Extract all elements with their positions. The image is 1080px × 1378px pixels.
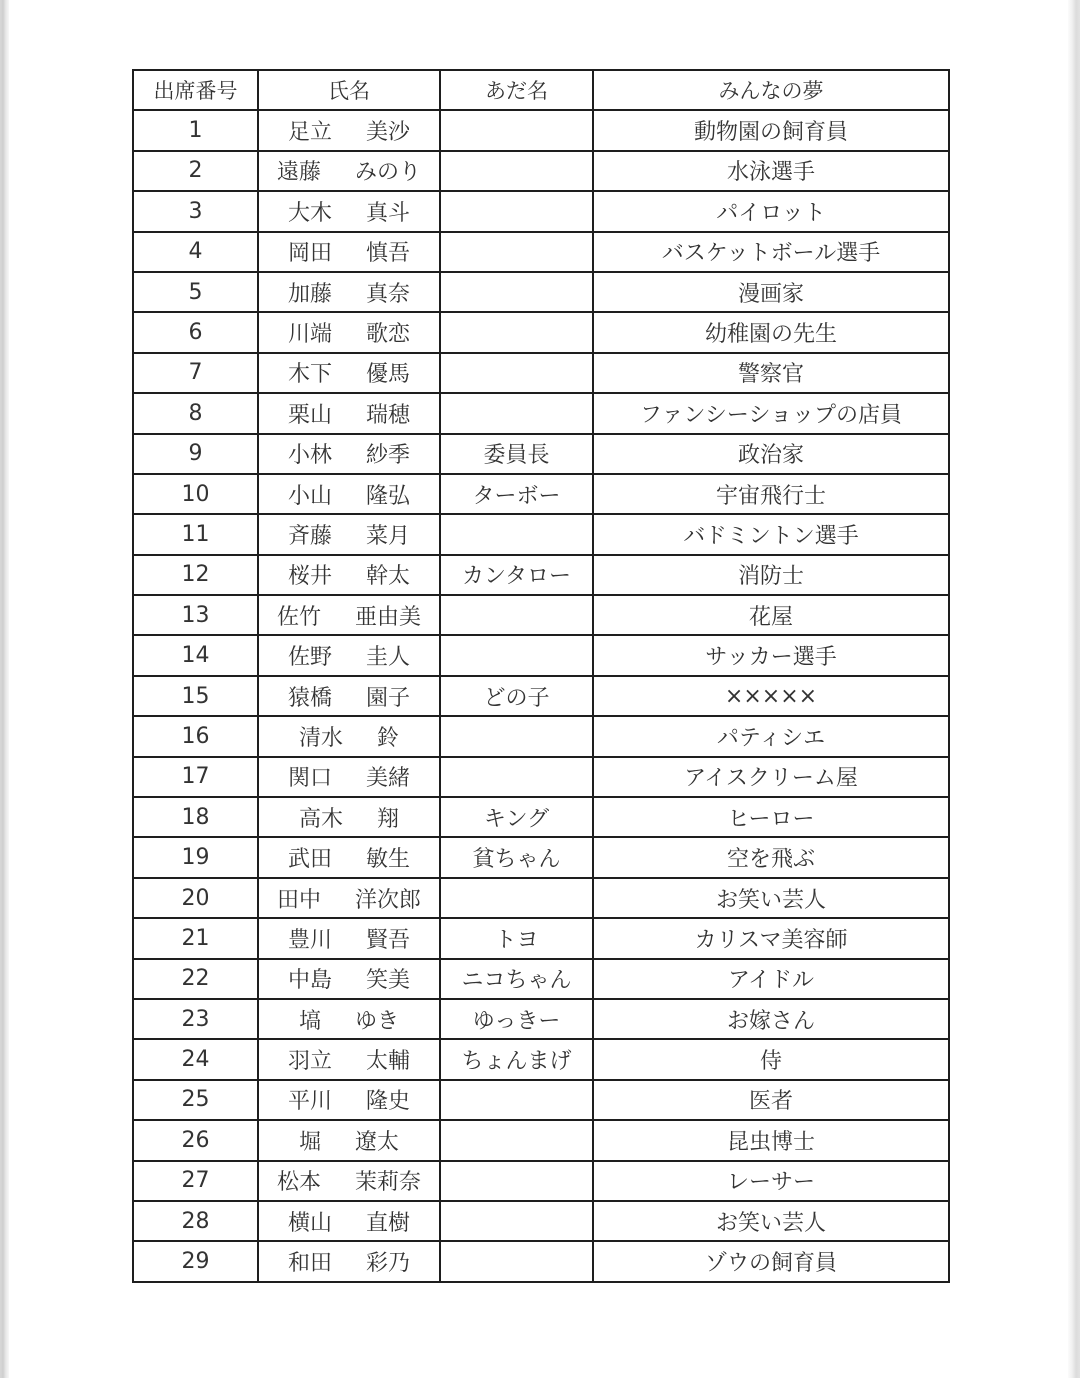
- student-name-cell: [258, 635, 440, 675]
- dream-cell: お笑い芸人: [593, 878, 949, 918]
- dream-cell: カリスマ美容師: [593, 918, 949, 958]
- dream-cell: アイスクリーム屋: [593, 757, 949, 797]
- nickname-cell: カンタロー: [440, 555, 593, 595]
- family-name: 塙: [298, 1008, 321, 1034]
- attendance-number-cell: 17: [133, 757, 258, 797]
- student-name-cell: [258, 878, 440, 918]
- nickname-cell: [440, 878, 593, 918]
- table-row: [133, 837, 949, 877]
- table-row: [133, 353, 949, 393]
- table-row: [133, 918, 949, 958]
- dream-cell: ファンシーショップの店員: [593, 393, 949, 433]
- student-name-cell: [258, 232, 440, 272]
- attendance-number-cell: 26: [133, 1120, 258, 1160]
- attendance-number-cell: 18: [133, 797, 258, 837]
- nickname-cell: [440, 272, 593, 312]
- given-name: 歌恋: [366, 322, 411, 348]
- table-row: [133, 312, 949, 352]
- given-name: 茉莉奈: [355, 1170, 422, 1196]
- table-row: [133, 1201, 949, 1241]
- family-name: 栗山: [287, 402, 332, 428]
- nickname-cell: [440, 635, 593, 675]
- given-name: 優馬: [366, 362, 411, 388]
- dream-cell: 昆虫博士: [593, 1120, 949, 1160]
- table-row: [133, 1039, 949, 1079]
- dream-cell: 宇宙飛行士: [593, 474, 949, 514]
- nickname-cell: [440, 191, 593, 231]
- dream-cell: パイロット: [593, 191, 949, 231]
- student-name-cell: [258, 393, 440, 433]
- family-name: 中島: [287, 968, 332, 994]
- family-name: 桜井: [287, 564, 332, 590]
- nickname-cell: [440, 716, 593, 756]
- header-row: [133, 70, 949, 110]
- table-row: [133, 151, 949, 191]
- attendance-number-cell: 3: [133, 191, 258, 231]
- table-row: [133, 1241, 949, 1281]
- nickname-cell: [440, 312, 593, 352]
- student-name-cell: [258, 1161, 440, 1201]
- family-name: 足立: [287, 120, 332, 146]
- table-row: [133, 959, 949, 999]
- student-name-cell: [258, 918, 440, 958]
- student-name-cell: [258, 474, 440, 514]
- given-name: 敏生: [366, 847, 411, 873]
- attendance-number-cell: 10: [133, 474, 258, 514]
- nickname-cell: ニコちゃん: [440, 959, 593, 999]
- header-nickname: あだ名: [440, 70, 593, 110]
- table-row: [133, 797, 949, 837]
- family-name: 川端: [287, 322, 332, 348]
- given-name: 賢吾: [366, 927, 411, 953]
- nickname-cell: [440, 757, 593, 797]
- nickname-cell: [440, 353, 593, 393]
- student-name-cell: [258, 434, 440, 474]
- student-name-cell: [258, 353, 440, 393]
- student-name-cell: [258, 595, 440, 635]
- given-name: 幹太: [366, 564, 411, 590]
- attendance-number-cell: 15: [133, 676, 258, 716]
- nickname-cell: ちょんまげ: [440, 1039, 593, 1079]
- attendance-number-cell: 11: [133, 514, 258, 554]
- attendance-number-cell: 23: [133, 999, 258, 1039]
- given-name: みのり: [355, 160, 422, 186]
- attendance-number-cell: 8: [133, 393, 258, 433]
- nickname-cell: [440, 1201, 593, 1241]
- student-name-cell: [258, 272, 440, 312]
- attendance-number-cell: 24: [133, 1039, 258, 1079]
- given-name: 笑美: [366, 968, 411, 994]
- dream-cell: ×××××: [593, 676, 949, 716]
- given-name: 亜由美: [355, 604, 422, 630]
- attendance-number-cell: 22: [133, 959, 258, 999]
- family-name: 横山: [287, 1210, 332, 1236]
- table-row: [133, 1161, 949, 1201]
- nickname-cell: ゆっきー: [440, 999, 593, 1039]
- attendance-number-cell: 7: [133, 353, 258, 393]
- attendance-number-cell: 28: [133, 1201, 258, 1241]
- given-name: 彩乃: [366, 1251, 411, 1277]
- student-name-cell: [258, 757, 440, 797]
- given-name: 美沙: [366, 120, 411, 146]
- nickname-cell: [440, 1120, 593, 1160]
- table-row: [133, 595, 949, 635]
- student-name-cell: [258, 110, 440, 150]
- nickname-cell: [440, 1080, 593, 1120]
- dream-cell: 消防士: [593, 555, 949, 595]
- given-name: 紗季: [366, 443, 411, 469]
- header-attendance-number: 出席番号: [133, 70, 258, 110]
- dream-cell: アイドル: [593, 959, 949, 999]
- family-name: 豊川: [287, 927, 332, 953]
- family-name: 高木: [298, 806, 343, 832]
- given-name: 園子: [366, 685, 411, 711]
- given-name: 隆史: [366, 1089, 411, 1115]
- dream-cell: 漫画家: [593, 272, 949, 312]
- dream-cell: レーサー: [593, 1161, 949, 1201]
- table-row: [133, 514, 949, 554]
- given-name: 美緒: [366, 766, 411, 792]
- table-row: [133, 232, 949, 272]
- given-name: 慎吾: [366, 241, 411, 267]
- attendance-number-cell: 2: [133, 151, 258, 191]
- dream-cell: 花屋: [593, 595, 949, 635]
- nickname-cell: 委員長: [440, 434, 593, 474]
- family-name: 猿橋: [287, 685, 332, 711]
- family-name: 大木: [287, 200, 332, 226]
- dream-cell: 動物園の飼育員: [593, 110, 949, 150]
- table-row: [133, 676, 949, 716]
- attendance-number-cell: 27: [133, 1161, 258, 1201]
- dream-cell: ヒーロー: [593, 797, 949, 837]
- nickname-cell: トヨ: [440, 918, 593, 958]
- dream-cell: 医者: [593, 1080, 949, 1120]
- family-name: 堀: [298, 1129, 321, 1155]
- student-name-cell: [258, 716, 440, 756]
- nickname-cell: キング: [440, 797, 593, 837]
- page-edge-right: [1068, 0, 1080, 1378]
- attendance-number-cell: 14: [133, 635, 258, 675]
- attendance-number-cell: 6: [133, 312, 258, 352]
- family-name: 清水: [298, 725, 343, 751]
- header-dream: みんなの夢: [593, 70, 949, 110]
- student-name-cell: [258, 999, 440, 1039]
- nickname-cell: [440, 232, 593, 272]
- student-name-cell: [258, 514, 440, 554]
- attendance-number-cell: 21: [133, 918, 258, 958]
- dream-cell: バスケットボール選手: [593, 232, 949, 272]
- given-name: 翔: [377, 806, 400, 832]
- given-name: 洋次郎: [355, 887, 422, 913]
- attendance-number-cell: 5: [133, 272, 258, 312]
- family-name: 加藤: [287, 281, 332, 307]
- table-row: [133, 878, 949, 918]
- family-name: 松本: [276, 1170, 321, 1196]
- nickname-cell: [440, 151, 593, 191]
- attendance-number-cell: 20: [133, 878, 258, 918]
- student-name-cell: [258, 837, 440, 877]
- attendance-number-cell: 9: [133, 434, 258, 474]
- nickname-cell: どの子: [440, 676, 593, 716]
- family-name: 羽立: [287, 1049, 332, 1075]
- nickname-cell: [440, 514, 593, 554]
- student-name-cell: [258, 1080, 440, 1120]
- table-row: [133, 1080, 949, 1120]
- student-name-cell: [258, 1039, 440, 1079]
- table-row: [133, 272, 949, 312]
- family-name: 佐野: [287, 645, 332, 671]
- table-row: [133, 999, 949, 1039]
- attendance-number-cell: 13: [133, 595, 258, 635]
- table-row: [133, 191, 949, 231]
- dream-cell: 警察官: [593, 353, 949, 393]
- dream-cell: 空を飛ぶ: [593, 837, 949, 877]
- family-name: 小山: [287, 483, 332, 509]
- nickname-cell: ターボー: [440, 474, 593, 514]
- nickname-cell: [440, 595, 593, 635]
- table-row: [133, 434, 949, 474]
- attendance-number-cell: 12: [133, 555, 258, 595]
- given-name: 圭人: [366, 645, 411, 671]
- given-name: 隆弘: [366, 483, 411, 509]
- dream-cell: 水泳選手: [593, 151, 949, 191]
- table-row: [133, 474, 949, 514]
- given-name: 真奈: [366, 281, 411, 307]
- table-row: [133, 716, 949, 756]
- student-name-cell: [258, 1201, 440, 1241]
- family-name: 斉藤: [287, 523, 332, 549]
- dream-cell: バドミントン選手: [593, 514, 949, 554]
- student-name-cell: [258, 1241, 440, 1281]
- dream-cell: お笑い芸人: [593, 1201, 949, 1241]
- dream-cell: 侍: [593, 1039, 949, 1079]
- dream-cell: サッカー選手: [593, 635, 949, 675]
- student-name-cell: [258, 676, 440, 716]
- table-row: [133, 393, 949, 433]
- student-name-cell: [258, 151, 440, 191]
- student-name-cell: [258, 555, 440, 595]
- student-name-cell: [258, 797, 440, 837]
- attendance-number-cell: 29: [133, 1241, 258, 1281]
- table-row: [133, 635, 949, 675]
- attendance-number-cell: 4: [133, 232, 258, 272]
- dream-cell: お嫁さん: [593, 999, 949, 1039]
- family-name: 岡田: [287, 241, 332, 267]
- family-name: 平川: [287, 1089, 332, 1115]
- family-name: 遠藤: [276, 160, 321, 186]
- header-name: 氏名: [258, 70, 440, 110]
- dream-cell: 政治家: [593, 434, 949, 474]
- dream-cell: ゾウの飼育員: [593, 1241, 949, 1281]
- table-row: [133, 1120, 949, 1160]
- family-name: 和田: [287, 1251, 332, 1277]
- family-name: 関口: [287, 766, 332, 792]
- attendance-number-cell: 19: [133, 837, 258, 877]
- student-name-cell: [258, 191, 440, 231]
- student-name-cell: [258, 959, 440, 999]
- given-name: ゆき: [355, 1008, 400, 1034]
- family-name: 田中: [276, 887, 321, 913]
- given-name: 直樹: [366, 1210, 411, 1236]
- dream-cell: 幼稚園の先生: [593, 312, 949, 352]
- given-name: 太輔: [366, 1049, 411, 1075]
- nickname-cell: [440, 1241, 593, 1281]
- nickname-cell: [440, 110, 593, 150]
- nickname-cell: 貧ちゃん: [440, 837, 593, 877]
- nickname-cell: [440, 393, 593, 433]
- dream-cell: パティシエ: [593, 716, 949, 756]
- page-edge-left: [0, 0, 9, 1378]
- given-name: 瑞穂: [366, 402, 411, 428]
- student-name-cell: [258, 1120, 440, 1160]
- family-name: 佐竹: [276, 604, 321, 630]
- family-name: 木下: [287, 362, 332, 388]
- student-name-cell: [258, 312, 440, 352]
- given-name: 菜月: [366, 523, 411, 549]
- given-name: 鈴: [377, 725, 400, 751]
- family-name: 武田: [287, 847, 332, 873]
- attendance-number-cell: 1: [133, 110, 258, 150]
- table-row: [133, 757, 949, 797]
- table-row: [133, 555, 949, 595]
- class-roster-table: [132, 69, 950, 1283]
- given-name: 遼太: [355, 1129, 400, 1155]
- given-name: 真斗: [366, 200, 411, 226]
- family-name: 小林: [287, 443, 332, 469]
- table-row: [133, 110, 949, 150]
- roster-body: [133, 110, 949, 1281]
- attendance-number-cell: 16: [133, 716, 258, 756]
- nickname-cell: [440, 1161, 593, 1201]
- attendance-number-cell: 25: [133, 1080, 258, 1120]
